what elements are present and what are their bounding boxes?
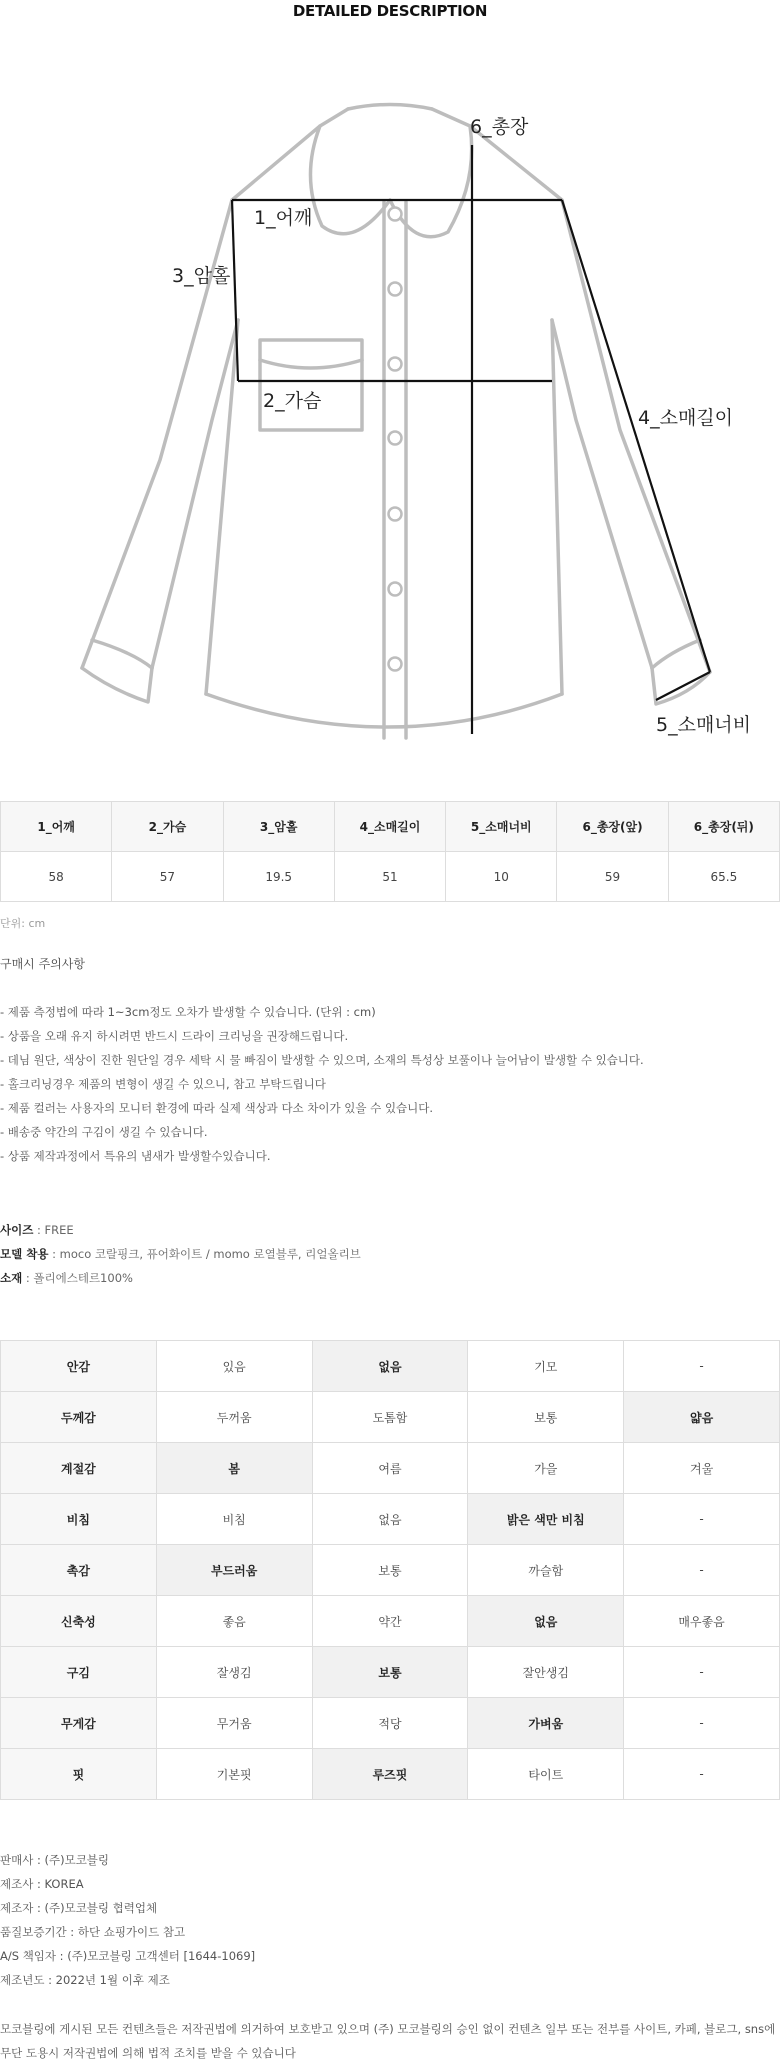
measurement-lines bbox=[232, 145, 710, 734]
notice-item: - 상품을 오래 유지 하시려면 반드시 드라이 크리닝을 권장해드립니다. bbox=[0, 1029, 349, 1043]
spec-size bbox=[0, 1218, 361, 1242]
label-shoulder: 1_어깨 bbox=[254, 207, 313, 229]
feel-option: 도톰함 bbox=[312, 1392, 468, 1443]
size-header-cell: 3_암홀 bbox=[223, 802, 334, 852]
feel-option: 비침 bbox=[156, 1494, 312, 1545]
feel-option-selected: 가벼움 bbox=[468, 1698, 624, 1749]
size-table-header-row bbox=[1, 802, 780, 852]
info-line: 판매사 : (주)모코블링 bbox=[0, 1853, 110, 1867]
feel-row-label: 무게감 bbox=[1, 1698, 157, 1749]
info-line: 제조년도 : 2022년 1월 이후 제조 bbox=[0, 1973, 170, 1987]
feel-row-label: 계절감 bbox=[1, 1443, 157, 1494]
feel-option-selected: 밝은 색만 비침 bbox=[468, 1494, 624, 1545]
notice-list bbox=[0, 1000, 644, 1168]
feel-option-selected: 보통 bbox=[312, 1647, 468, 1698]
feel-row-label: 구김 bbox=[1, 1647, 157, 1698]
feel-option: 기본핏 bbox=[156, 1749, 312, 1800]
notice-item: - 상품 제작과정에서 특유의 냄새가 발생할수있습니다. bbox=[0, 1149, 271, 1163]
info-line: 품질보증기간 : 하단 쇼핑가이드 참고 bbox=[0, 1925, 186, 1939]
page-title: DETAILED DESCRIPTION bbox=[292, 2, 488, 20]
notice-title: 구매시 주의사항 bbox=[0, 957, 85, 971]
size-header-cell: 6_총장(앞) bbox=[557, 802, 668, 852]
spec-size-label: 사이즈 bbox=[0, 1223, 34, 1237]
feel-option: 보통 bbox=[312, 1545, 468, 1596]
label-armhole: 3_암홀 bbox=[172, 265, 231, 287]
feel-option: 잘안생김 bbox=[468, 1647, 624, 1698]
fabric-feel-table bbox=[0, 1340, 780, 1800]
feel-row-label: 핏 bbox=[1, 1749, 157, 1800]
feel-row bbox=[1, 1698, 780, 1749]
sleeve-length-line bbox=[562, 200, 710, 672]
size-table bbox=[0, 801, 780, 902]
feel-row bbox=[1, 1545, 780, 1596]
sleeve-width-line bbox=[656, 672, 710, 700]
feel-option-selected: 없음 bbox=[468, 1596, 624, 1647]
info-line: 제조사 : KOREA bbox=[0, 1877, 84, 1891]
notice-item: - 데님 원단, 색상이 진한 원단일 경우 세탁 시 물 빠짐이 발생할 수 있으며, 소재의 특성상 보풀이나 늘어남이 발생할 수 있습니다. bbox=[0, 1053, 644, 1067]
size-header-cell: 5_소매너비 bbox=[446, 802, 557, 852]
feel-row-label: 두께감 bbox=[1, 1392, 157, 1443]
feel-option: 보통 bbox=[468, 1392, 624, 1443]
feel-row bbox=[1, 1596, 780, 1647]
notice-item: - 제품 컬러는 사용자의 모니터 환경에 따라 실제 색상과 다소 차이가 있을 수 있습니다. bbox=[0, 1101, 434, 1115]
label-sleeve-length: 4_소매길이 bbox=[638, 407, 734, 429]
size-value-cell: 59 bbox=[557, 852, 668, 902]
feel-option: - bbox=[624, 1647, 780, 1698]
spec-model bbox=[0, 1242, 361, 1266]
info-line: 제조자 : (주)모코블링 협력업체 bbox=[0, 1901, 158, 1915]
spec-model-value: : moco 코랄핑크, 퓨어화이트 / momo 로열블루, 리얼올리브 bbox=[48, 1247, 361, 1261]
spec-material bbox=[0, 1266, 361, 1290]
unit-note: 단위: cm bbox=[0, 917, 46, 930]
feel-option: 있음 bbox=[156, 1341, 312, 1392]
feel-row bbox=[1, 1494, 780, 1545]
feel-option-selected: 부드러움 bbox=[156, 1545, 312, 1596]
copyright-notice: 모코블링에 게시된 모든 컨텐츠들은 저작권법에 의거하여 보호받고 있으며 (주) 모코블링의 승인 없이 컨텐츠 일부 또는 전부를 사이트, 카페, 블로그, sns에 무단 도용시 저작권법에 의해 법적 조치를 받을 수 있습니다 bbox=[0, 2022, 776, 2060]
shirt-buttons bbox=[389, 208, 402, 671]
info-line: A/S 책임자 : (주)모코블링 고객센터 [1644-1069] bbox=[0, 1949, 256, 1963]
feel-option: 매우좋음 bbox=[624, 1596, 780, 1647]
feel-option: - bbox=[624, 1545, 780, 1596]
size-value-cell: 10 bbox=[446, 852, 557, 902]
feel-option: 약간 bbox=[312, 1596, 468, 1647]
spec-model-label: 모델 착용 bbox=[0, 1247, 49, 1261]
feel-option: - bbox=[624, 1341, 780, 1392]
feel-option-selected: 봄 bbox=[156, 1443, 312, 1494]
spec-material-label: 소재 bbox=[0, 1271, 23, 1285]
size-header-cell: 6_총장(뒤) bbox=[668, 802, 779, 852]
feel-option: 없음 bbox=[312, 1494, 468, 1545]
feel-row bbox=[1, 1341, 780, 1392]
feel-row bbox=[1, 1749, 780, 1800]
feel-option-selected: 얇음 bbox=[624, 1392, 780, 1443]
feel-option: 무거움 bbox=[156, 1698, 312, 1749]
spec-material-value: : 폴리에스테르100% bbox=[22, 1271, 133, 1285]
size-header-cell: 1_어깨 bbox=[1, 802, 112, 852]
label-chest: 2_가슴 bbox=[263, 390, 322, 412]
label-total-length: 6_총장 bbox=[470, 116, 529, 138]
shirt-measurement-diagram bbox=[0, 80, 780, 760]
feel-option: - bbox=[624, 1494, 780, 1545]
size-value-cell: 57 bbox=[112, 852, 223, 902]
notice-item: - 홀크리닝경우 제품의 변형이 생길 수 있으니, 참고 부탁드립니다 bbox=[0, 1077, 326, 1091]
feel-option: 두꺼움 bbox=[156, 1392, 312, 1443]
feel-option: 까슬함 bbox=[468, 1545, 624, 1596]
feel-row bbox=[1, 1392, 780, 1443]
feel-option: - bbox=[624, 1698, 780, 1749]
feel-row-label: 안감 bbox=[1, 1341, 157, 1392]
feel-row bbox=[1, 1443, 780, 1494]
feel-row-label: 촉감 bbox=[1, 1545, 157, 1596]
feel-option-selected: 없음 bbox=[312, 1341, 468, 1392]
size-value-cell: 65.5 bbox=[668, 852, 779, 902]
size-table-value-row bbox=[1, 852, 780, 902]
notice-item: - 제품 측정법에 따라 1~3cm정도 오차가 발생할 수 있습니다. (단위 : cm) bbox=[0, 1005, 376, 1019]
feel-option: 가을 bbox=[468, 1443, 624, 1494]
size-value-cell: 51 bbox=[334, 852, 445, 902]
size-header-cell: 2_가슴 bbox=[112, 802, 223, 852]
label-sleeve-width: 5_소매너비 bbox=[656, 714, 752, 736]
product-spec bbox=[0, 1218, 361, 1290]
feel-option-selected: 루즈핏 bbox=[312, 1749, 468, 1800]
feel-option: 좋음 bbox=[156, 1596, 312, 1647]
feel-option: 겨울 bbox=[624, 1443, 780, 1494]
feel-row-label: 신축성 bbox=[1, 1596, 157, 1647]
spec-size-value: : FREE bbox=[33, 1223, 74, 1237]
feel-row-label: 비침 bbox=[1, 1494, 157, 1545]
feel-option: 기모 bbox=[468, 1341, 624, 1392]
feel-option: - bbox=[624, 1749, 780, 1800]
size-header-cell: 4_소매길이 bbox=[334, 802, 445, 852]
feel-row bbox=[1, 1647, 780, 1698]
size-value-cell: 19.5 bbox=[223, 852, 334, 902]
notice-item: - 배송중 약간의 구김이 생길 수 있습니다. bbox=[0, 1125, 208, 1139]
feel-option: 여름 bbox=[312, 1443, 468, 1494]
feel-option: 적당 bbox=[312, 1698, 468, 1749]
feel-option: 잘생김 bbox=[156, 1647, 312, 1698]
size-value-cell: 58 bbox=[1, 852, 112, 902]
feel-option: 타이트 bbox=[468, 1749, 624, 1800]
seller-info bbox=[0, 1848, 255, 1992]
